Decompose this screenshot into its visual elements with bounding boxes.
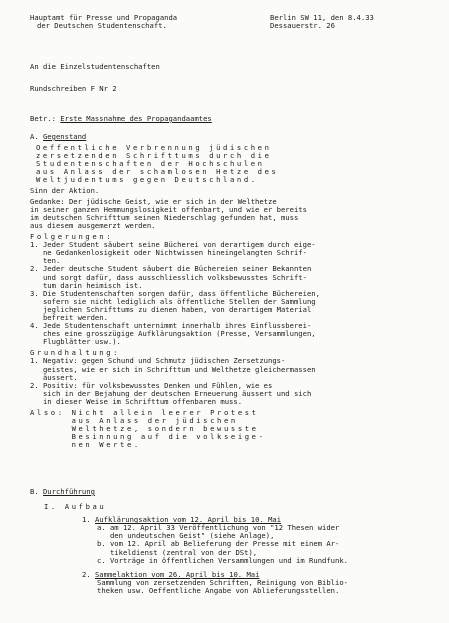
sender-line-1: Hauptamt für Presse und Propaganda xyxy=(30,13,178,22)
summary-line-5: nen Werte. xyxy=(30,440,141,450)
subject-prefix: Betr.: xyxy=(30,114,61,123)
structure-heading: I. Aufbau xyxy=(44,502,107,512)
item-1-title: Aufklärungsaktion vom 12. April bis 10. Mai xyxy=(94,515,282,525)
item-1-number: 1. xyxy=(82,515,95,525)
item-2-title: Sammelaktion vom 26. April bis 10. Mai xyxy=(94,569,260,579)
item-1-details xyxy=(82,524,348,564)
conclusion-3-line-1: 3. Die Studentenschaften sorgen dafür, dass öffentliche Büchereien, xyxy=(30,288,320,298)
conclusion-1-line-1: 1. Jeder Student säubert seine Bücherei von derartigem durch eige- xyxy=(30,240,316,250)
section-a xyxy=(30,133,320,449)
conclusion-4-line-3: Flugblätter usw.). xyxy=(30,337,121,347)
circular-number: Rundschreiben F Nr 2 xyxy=(30,84,117,93)
intro-block xyxy=(30,144,320,184)
item-2-number: 2. xyxy=(82,569,95,579)
conclusion-4-line-1: 4. Jede Studentenschaft unternimmt innerhalb ihres Einflussberei- xyxy=(30,321,312,331)
conclusion-3-line-2: sofern sie nicht lediglich als öffentliche Stellen der Sammlung xyxy=(30,296,316,306)
item-2-details xyxy=(82,579,348,595)
item-2-line-1: Sammlung von zersetzenden Schriften, Reinigung von Biblio- xyxy=(97,577,348,587)
stance-2-line-3: in dieser Weise im Schrifttum offenbaren muss. xyxy=(30,396,243,406)
summary-line-4: Besinnung auf die volkseige- xyxy=(30,432,266,442)
item-1 xyxy=(30,516,348,565)
section-b-heading xyxy=(30,488,348,496)
idea-block xyxy=(30,198,320,230)
stance-label: Grundhaltung: xyxy=(30,348,121,358)
conclusion-2-line-3: tum darin heimisch ist. xyxy=(30,280,143,290)
section-b-title: Durchführung xyxy=(42,487,95,496)
item-1-line-5: c. Vorträge in öffentlichen Versammlungen und im Rundfunk. xyxy=(97,555,348,565)
purpose-heading: Sinn der Aktion. xyxy=(30,185,100,195)
conclusions-label: Folgerungen: xyxy=(30,232,114,242)
conclusion-1-line-2: ne Gedankenlosigkeit oder Nichtwissen hineingelangten Schrif- xyxy=(30,248,307,258)
conclusion-2-line-2: und sorgt dafür, dass ausschliesslich volksbewusstes Schrift- xyxy=(30,272,307,282)
section-a-heading xyxy=(30,133,320,141)
section-b xyxy=(30,488,348,595)
idea-line-4: aus diesem ausgemerzt werden. xyxy=(30,220,156,230)
summary-block xyxy=(30,409,320,449)
intro-line-3: Studentenschaften der Hochschulen xyxy=(36,159,265,169)
item-1-line-4: tikeldienst (zentral von der DSt), xyxy=(97,547,258,557)
idea-line-2: in seiner ganzen Hemmungslosigkeit offenbart, und wie er bereits xyxy=(30,204,307,214)
intro-line-5: Weltjudentums gegen Deutschland. xyxy=(36,175,258,185)
item-2-line-2: theken usw. Oeffentliche Angabe von Ablieferungsstellen. xyxy=(97,585,340,595)
idea-line-3: im deutschen Schrifttum seinen Niederschlag gefunden hat, muss xyxy=(30,212,299,222)
sender-line-2: der Deutschen Studentenschaft. xyxy=(37,21,167,31)
summary-line-2: aus Anlass der jüdischen xyxy=(30,416,238,426)
summary-line-3: Welthetze, sondern bewusste xyxy=(30,424,259,434)
section-a-title: Gegenstand xyxy=(42,132,87,141)
intro-line-2: zersetzenden Schrifttums durch die xyxy=(36,151,272,161)
intro-line-4: aus Anlass der schamlosen Hetze des xyxy=(36,167,279,177)
subject-line xyxy=(30,115,212,123)
stance-list xyxy=(30,357,320,406)
addressee: An die Einzelstudentenschaften xyxy=(30,62,160,71)
section-b-number: B. xyxy=(30,487,43,496)
stance-1-line-3: äussert. xyxy=(30,372,78,382)
item-1-line-3: b. vom 12. April ab Belieferung der Presse mit einem Ar- xyxy=(97,539,340,549)
conclusion-3-line-3: jeglichen Schrifttums zu dienen haben, von derartigem Material xyxy=(30,304,312,314)
stance-1-line-2: geistes, wie er sich in Schrifttum und Welthetze gleichermassen xyxy=(30,364,316,374)
date-block xyxy=(270,14,374,30)
item-1-line-1: a. am 12. April 33 Veröffentlichung von "12 Thesen wider xyxy=(97,523,340,533)
conclusion-2-line-1: 2. Jeder deutsche Student säubert die Büchereien seiner Bekannten xyxy=(30,264,312,274)
conclusion-1-line-3: ten. xyxy=(30,256,61,266)
conclusion-3-line-4: befreit werden. xyxy=(30,312,108,322)
intro-line-1: Oeffentliche Verbrennung jüdischen xyxy=(36,143,272,153)
sender-block xyxy=(30,14,177,30)
summary-line-1: Also: Nicht allein leerer Protest xyxy=(30,408,259,417)
section-a-number: A. xyxy=(30,132,43,141)
conclusions-list xyxy=(30,241,320,346)
place-date: Berlin SW 11, den 8.4.33 xyxy=(270,13,374,22)
subject-text: Erste Massnahme des Propagandaamtes xyxy=(60,114,212,123)
conclusion-4-line-2: ches eine grosszügige Aufklärungsaktion (Presse, Versammlungen, xyxy=(30,329,316,339)
item-1-line-2: den undeutschen Geist" (siehe Anlage), xyxy=(97,531,275,541)
idea-line-1: Gedanke: Der jüdische Geist, wie er sich in der Welthetze xyxy=(30,196,277,206)
stance-2-line-1: 2. Positiv: für volksbewusstes Denken und Fühlen, wie es xyxy=(30,380,273,390)
stance-1-line-1: 1. Negativ: gegen Schund und Schmutz jüdischen Zersetzungs- xyxy=(30,356,286,366)
item-2 xyxy=(30,571,348,595)
stance-2-line-2: sich in der Bejahung der deutschen Erneuerung äussert und sich xyxy=(30,388,312,398)
street-address: Dessauerstr. 26 xyxy=(270,21,335,31)
